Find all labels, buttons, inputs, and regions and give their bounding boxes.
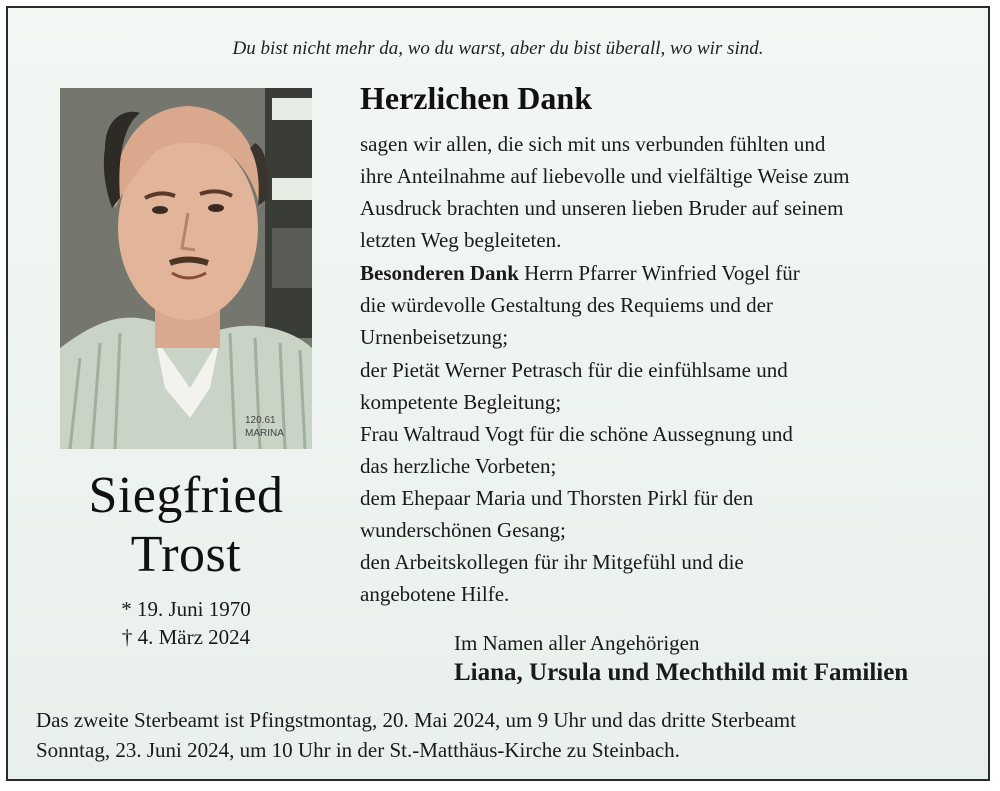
- portrait-photo: [60, 88, 312, 449]
- obituary-frame: [6, 6, 990, 781]
- thanks-item: [360, 482, 980, 546]
- death-date: † 4. März 2024: [121, 625, 251, 649]
- thanks-item: [360, 354, 980, 418]
- special-line: [360, 257, 980, 289]
- signature-prefix: Im Namen aller Angehörigen: [454, 631, 700, 655]
- svg-text:MARINA: MARINA: [245, 428, 284, 439]
- thanks-heading: Herzlichen Dank: [360, 80, 592, 116]
- motto: Du bist nicht mehr da, wo du warst, aber du bist überall, wo wir sind.: [232, 38, 764, 59]
- thanks-item-line: kompetente Begleitung;: [360, 390, 562, 414]
- signature-names: Liana, Ursula und Mechthild mit Familien: [454, 659, 909, 686]
- footer-line: Das zweite Sterbeamt ist Pfingstmontag, 20. Mai 2024, um 9 Uhr und das dritte Sterbeamt: [36, 708, 796, 732]
- thanks-item-line: wunderschönen Gesang;: [360, 518, 566, 542]
- special-line: die würdevolle Gestaltung des Requiems und der: [360, 293, 773, 317]
- deceased-first-name: Siegfried: [88, 467, 284, 524]
- birth-date: * 19. Juni 1970: [121, 597, 251, 621]
- thanks-item-line: angebotene Hilfe.: [360, 582, 510, 606]
- thanks-item-line: dem Ehepaar Maria und Thorsten Pirkl für den: [360, 486, 754, 510]
- special-line-text: Herrn Pfarrer Winfried Vogel für: [518, 261, 800, 285]
- deceased-last-name: Trost: [130, 526, 242, 583]
- footer-line: Sonntag, 23. Juni 2024, um 10 Uhr in der St.-Matthäus-Kirche zu Steinbach.: [36, 738, 680, 762]
- thanks-item: [360, 418, 980, 482]
- thanks-item-line: Frau Waltraud Vogt für die schöne Aussegnung und: [360, 422, 793, 446]
- thanks-item-line: das herzliche Vorbeten;: [360, 454, 557, 478]
- intro-line: letzten Weg begleiteten.: [360, 228, 562, 252]
- svg-text:120.61: 120.61: [245, 415, 276, 426]
- thanks-item: [360, 546, 980, 610]
- intro-line: ihre Anteilnahme auf liebevolle und vielfältige Weise zum: [360, 164, 850, 188]
- special-line: Urnenbeisetzung;: [360, 325, 509, 349]
- special-thanks: [360, 257, 980, 353]
- thanks-item-line: der Pietät Werner Petrasch für die einfühlsame und: [360, 358, 788, 382]
- thanks-intro: [360, 128, 980, 256]
- intro-line: sagen wir allen, die sich mit uns verbunden fühlten und: [360, 132, 826, 156]
- thanks-item-line: den Arbeitskollegen für ihr Mitgefühl und die: [360, 550, 744, 574]
- special-thanks-label: Besonderen Dank: [360, 261, 519, 285]
- service-announcement: [36, 705, 976, 765]
- intro-line: Ausdruck brachten und unseren lieben Bruder auf seinem: [360, 196, 844, 220]
